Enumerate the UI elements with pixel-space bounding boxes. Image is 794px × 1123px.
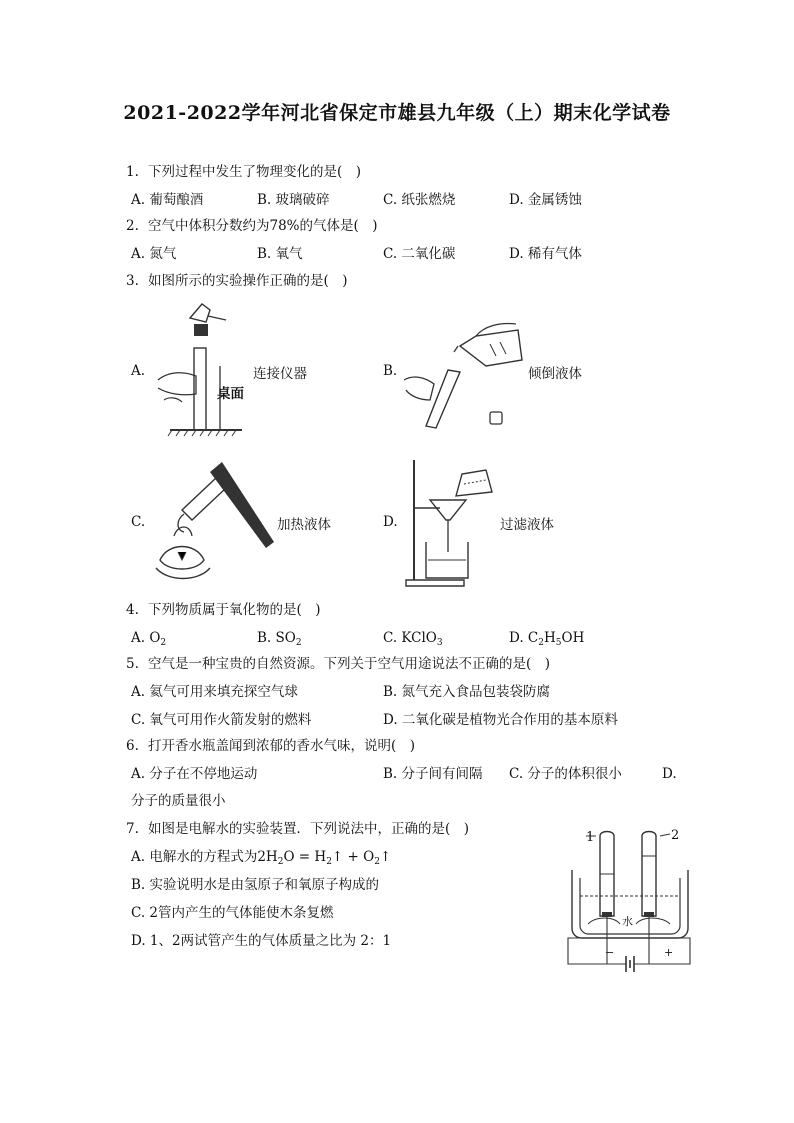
negative-terminal-label: −	[605, 946, 615, 959]
question-7	[126, 820, 469, 838]
q5-option-d[interactable]: D. 二氧化碳是植物光合作用的基本原料	[383, 712, 618, 728]
question-number: 6.	[126, 738, 139, 754]
electrolysis-apparatus-illustration	[566, 826, 694, 978]
q3-option-c[interactable]: C.	[131, 514, 146, 530]
question-4	[126, 601, 321, 619]
heat-liquid-illustration	[148, 456, 278, 586]
q4-option-a[interactable]: A. $O_2$	[131, 630, 167, 648]
q2-option-b[interactable]: B. 氧气	[257, 246, 303, 262]
q6-option-d[interactable]: D.	[662, 766, 677, 782]
question-5	[126, 655, 550, 673]
filter-liquid-illustration	[400, 456, 500, 588]
q4-option-c[interactable]: C. KClO$_3$	[383, 630, 443, 648]
q7-option-d[interactable]: D. 1、2两试管产生的气体质量之比为 2：1	[131, 933, 392, 949]
q3-option-d[interactable]: D.	[383, 514, 398, 530]
q5-option-c[interactable]: C. 氧气可用作火箭发射的燃料	[131, 712, 312, 728]
question-stem: 空气中体积分数约为78%的气体是( )	[148, 218, 378, 234]
q3-caption-d: 过滤液体	[500, 517, 554, 533]
question-stem: 下列物质属于氧化物的是( )	[148, 602, 321, 618]
tube-1-label: 1	[586, 830, 595, 845]
q7-option-b[interactable]: B. 实验说明水是由氢原子和氧原子构成的	[131, 877, 380, 893]
question-stem: 如图是电解水的实验装置．下列说法中，正确的是( )	[148, 821, 470, 837]
q5-option-a[interactable]: A. 氦气可用来填充探空气球	[131, 684, 298, 700]
q6-option-d-text: 分子的质量很小	[131, 793, 226, 809]
question-3	[126, 272, 348, 290]
question-stem: 下列过程中发生了物理变化的是( )	[148, 164, 362, 180]
q4-option-b[interactable]: B. $SO_2$	[257, 630, 302, 648]
question-number: 5.	[126, 656, 139, 672]
q2-option-d[interactable]: D. 稀有气体	[509, 246, 582, 262]
connect-apparatus-illustration	[150, 296, 250, 436]
q6-option-b[interactable]: B. 分子间有间隔	[383, 766, 483, 782]
question-number: 7.	[126, 821, 139, 837]
q3-caption-b: 倾倒液体	[528, 366, 582, 382]
q3-option-b[interactable]: B.	[383, 363, 398, 379]
tube-2-label: 2	[671, 828, 680, 843]
question-number: 4.	[126, 602, 139, 618]
positive-terminal-label: +	[664, 946, 674, 959]
question-1	[126, 163, 361, 181]
q7-option-a[interactable]: A. 电解水的方程式为$2H_2O$ = $H_2↑$ + $O_2↑$	[131, 849, 392, 867]
question-6	[126, 737, 415, 755]
question-number: 3.	[126, 273, 139, 289]
q4-option-d[interactable]: D. $C_2H_5OH$	[509, 630, 585, 648]
q2-option-a[interactable]: A. 氮气	[131, 246, 177, 262]
pour-liquid-illustration	[400, 300, 530, 432]
question-number: 2.	[126, 218, 139, 234]
q5-option-b[interactable]: B. 氮气充入食品包装袋防腐	[383, 684, 551, 700]
question-number: 1.	[126, 164, 139, 180]
q6-option-c[interactable]: C. 分子的体积很小	[509, 766, 622, 782]
q1-option-d[interactable]: D. 金属锈蚀	[509, 192, 582, 208]
q3-caption-c: 加热液体	[277, 517, 331, 533]
q1-option-a[interactable]: A. 葡萄酿酒	[131, 192, 204, 208]
question-stem: 空气是一种宝贵的自然资源。下列关于空气用途说法不正确的是( )	[148, 656, 551, 672]
q1-option-c[interactable]: C. 纸张燃烧	[383, 192, 456, 208]
q2-option-c[interactable]: C. 二氧化碳	[383, 246, 456, 262]
question-2	[126, 217, 378, 235]
water-label: 水	[622, 915, 633, 928]
question-stem: 如图所示的实验操作正确的是( )	[148, 273, 348, 289]
page-title: 2021-2022学年河北省保定市雄县九年级（上）期末化学试卷	[123, 102, 671, 124]
q6-option-a[interactable]: A. 分子在不停地运动	[131, 766, 258, 782]
desk-label: 桌面	[217, 386, 244, 402]
q7-option-c[interactable]: C. 2管内产生的气体能使木条复燃	[131, 905, 334, 921]
q3-option-a[interactable]: A.	[131, 363, 146, 379]
q3-caption-a: 连接仪器	[253, 366, 307, 382]
question-stem: 打开香水瓶盖闻到浓郁的香水气味，说明( )	[148, 738, 416, 754]
q1-option-b[interactable]: B. 玻璃破碎	[257, 192, 330, 208]
